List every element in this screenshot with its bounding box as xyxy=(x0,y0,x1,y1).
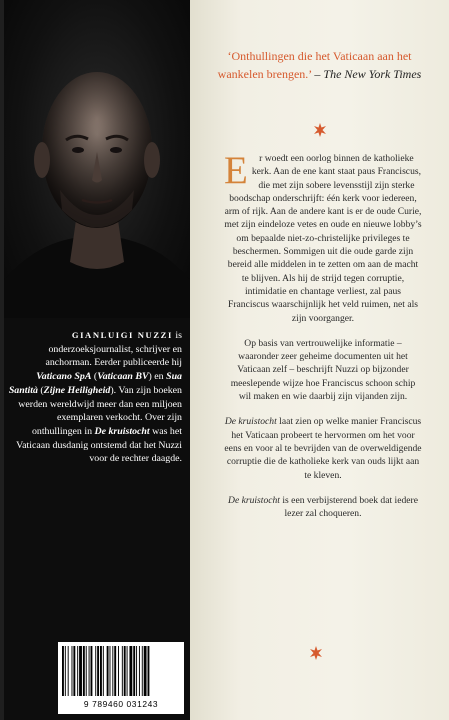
barcode-bar xyxy=(142,646,143,696)
barcode-bar xyxy=(68,646,69,696)
barcode-bar xyxy=(103,646,104,696)
cross-ornament-icon xyxy=(313,123,327,137)
isbn-number: 9 789460 031243 xyxy=(83,699,159,709)
barcode-bar xyxy=(110,646,111,696)
blurb-paragraph-4: De kruistocht is een verbijsterend boek dat iedere lezer zal choqueren. xyxy=(228,494,418,520)
barcode-bar xyxy=(124,646,126,696)
barcode-bar xyxy=(91,646,93,696)
barcode-bar xyxy=(139,646,140,696)
quote-text: ‘Onthullingen die het Vaticaan aan het wankelen brengen.’ xyxy=(217,49,412,81)
barcode-bar xyxy=(97,646,99,696)
author-photo xyxy=(4,0,190,318)
quote-source: The New York Times xyxy=(323,66,422,81)
back-cover-left-panel xyxy=(0,0,190,720)
drop-cap: E xyxy=(224,149,248,192)
book-title-zijne-heiligheid: Zijne Heiligheid xyxy=(43,384,111,396)
barcode-bar xyxy=(62,646,64,696)
book-title-de-kruistocht: De kruistocht xyxy=(94,425,150,437)
blurb-paragraph-1: E r woedt een oorlog binnen de katholieke kerk. Aan de ene kant staat paus Franciscus, die met zijn sobere levensstijl zijn sterke boodschap onderschrijft: één kerk voor iedereen, arm of rijk. Aan de andere kant is er de oude Curie, met zijn eindeloze vetes en oude en nieuwe lobby’s om bepaalde niet-zo-christelijke privileges te beschermen. Sommigen uit die oude garde zijn bereid alle middelen in te zetten om aan de macht te blijven. Als hij de strijd tegen corruptie, intimidatie en chantage verliest, zal paus Franciscus waarschijnlijk het veld ruimen, net als zijn voorganger. xyxy=(224,149,422,324)
barcode-bar xyxy=(133,646,135,696)
back-cover-text-panel xyxy=(190,0,449,720)
author-bio: GIANLUIGI NUZZI is onderzoeksjournalist, schrijver en anchorman. Eerder publiceerde hij Vaticano SpA (Vaticaan BV) en Sua Santità (Zijne Heiligheid). Van zijn boeken werden wereldwijd meer dan een miljoen exemplaren verkocht. Over zijn onthullingen in De kruistocht was het Vaticaan dusdanig ontstemd dat het Nuzzi voor de rechter daagde. xyxy=(8,330,182,465)
barcode-bar xyxy=(122,646,123,696)
barcode-bar xyxy=(73,646,75,696)
barcode-bar xyxy=(86,646,87,696)
barcode-bar xyxy=(129,646,132,696)
barcode-bar xyxy=(112,646,113,696)
book-title-vaticaan-bv: Vaticaan BV xyxy=(97,371,149,383)
blurb-paragraph-2: Op basis van vertrouwelijke informatie – waaronder zeer geheime documenten uit het Vaticaan zelf – beschrijft Nuzzi op bijzonder meeslepende wijze hoe Franciscus schoon schip wil maken en wie daarbij zijn vijanden zijn. xyxy=(230,337,416,403)
author-name: GIANLUIGI NUZZI xyxy=(71,330,173,340)
barcode-bar xyxy=(107,646,109,696)
author-portrait-illustration xyxy=(4,0,190,318)
barcode-bar xyxy=(79,646,82,696)
press-quote: ‘Onthullingen die het Vaticaan aan het wankelen brengen.’ – The New York Times xyxy=(217,49,422,81)
barcode-bar xyxy=(127,646,128,696)
blurb xyxy=(224,149,422,532)
barcode-bars xyxy=(62,646,180,696)
barcode-bar xyxy=(83,646,85,696)
barcode-bar xyxy=(100,646,102,696)
barcode-bar xyxy=(144,646,147,696)
barcode-bar xyxy=(65,646,66,696)
barcode-bar xyxy=(136,646,137,696)
barcode-bar xyxy=(72,646,73,696)
barcode-bar xyxy=(118,646,119,696)
book-title-sua-santita: Sua Santità xyxy=(8,371,182,396)
barcode-bar xyxy=(95,646,96,696)
cross-ornament-bottom-icon xyxy=(309,646,323,660)
isbn-barcode xyxy=(58,642,184,714)
blurb-paragraph-3: De kruistocht laat zien op welke manier Franciscus het Vaticaan probeert te hervormen om het voor eens en voor al te bevrijden van de overweldigende corruptie die de katholieke kerk van ouds lijkt aan te kleven. xyxy=(224,416,422,481)
barcode-bar xyxy=(114,646,116,696)
barcode-bar xyxy=(89,646,90,696)
barcode-bar xyxy=(148,646,150,696)
book-title-vaticano-spa: Vaticano SpA xyxy=(36,371,92,383)
barcode-bar xyxy=(77,646,78,696)
